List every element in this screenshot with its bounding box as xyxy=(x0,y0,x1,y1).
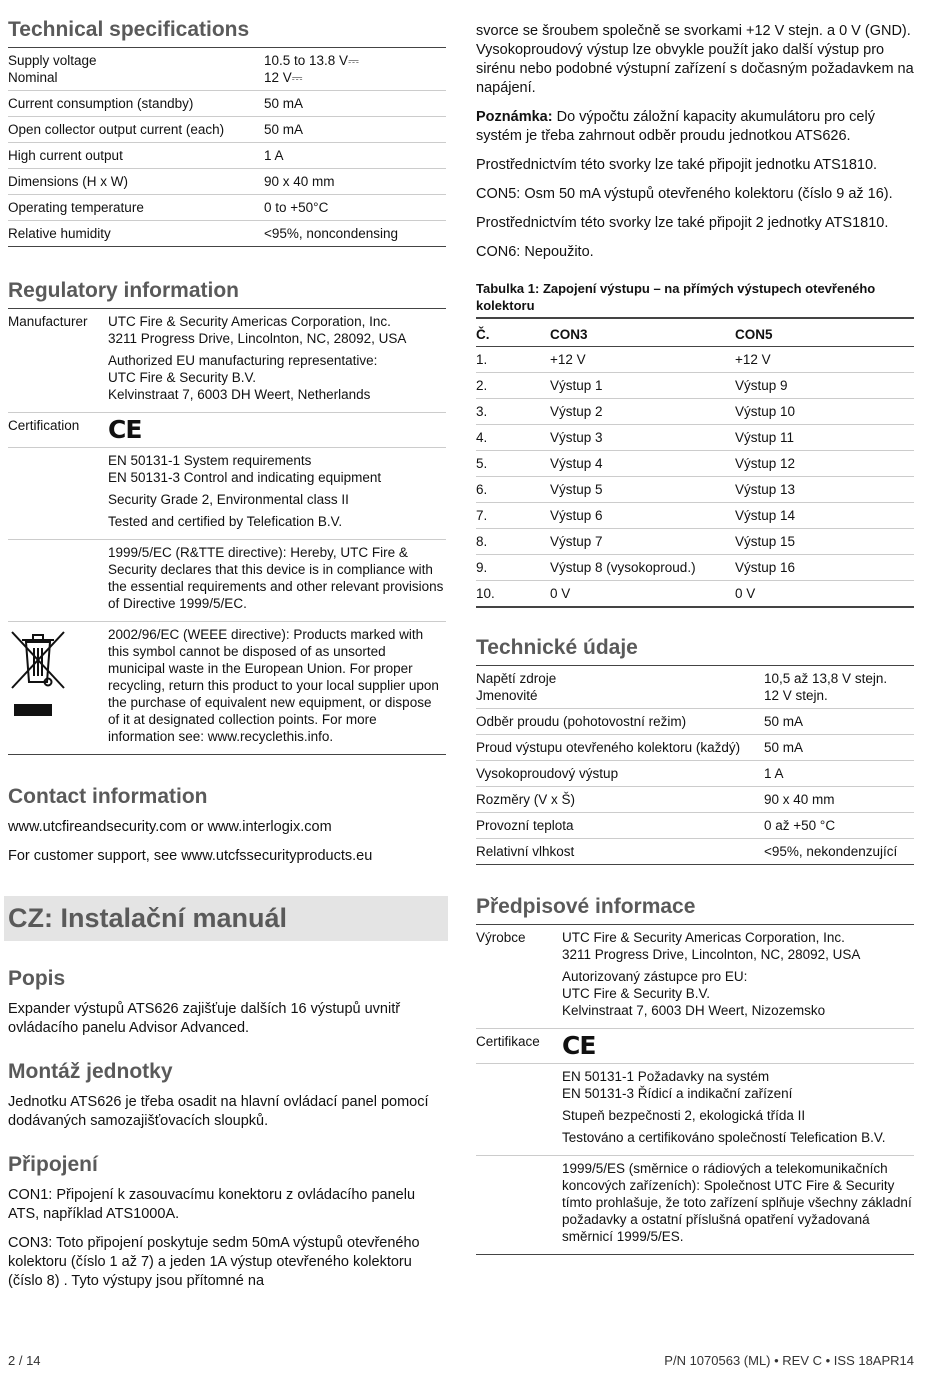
spec-value: 1 A xyxy=(264,143,446,169)
table-cell: Výstup 16 xyxy=(735,555,914,581)
table-row xyxy=(476,347,914,373)
table-row xyxy=(8,540,446,622)
table-row xyxy=(8,413,446,448)
rtte-text: 1999/5/EC (R&TTE directive): Hereby, UTC Fire & Security declares that this device is in compliance with the essential requirements and other relevant provisions of Directive 1999/5/EC. xyxy=(108,545,444,611)
standard-line: EN 50131-1 System requirements xyxy=(108,453,312,468)
standard-line: EN 50131-3 Řídicí a indikační zařízení xyxy=(562,1086,793,1101)
eu-rep-line: Kelvinstraat 7, 6003 DH Weert, Nizozemsko xyxy=(562,1003,826,1018)
regulatory-title: Regulatory information xyxy=(8,279,446,309)
page-number: 2 / 14 xyxy=(8,1353,41,1368)
table-cell: 4. xyxy=(476,425,550,451)
table-cell: Výstup 7 xyxy=(550,529,735,555)
spec-value: 12 V stejn. xyxy=(764,688,828,703)
table-row xyxy=(8,48,446,91)
table-row xyxy=(476,451,914,477)
table-cell: Výstup 6 xyxy=(550,503,735,529)
table-cell: Výstup 13 xyxy=(735,477,914,503)
table-row xyxy=(476,425,914,451)
security-grade: Security Grade 2, Environmental class II xyxy=(108,492,349,507)
spec-value: 50 mA xyxy=(764,709,914,735)
table-row xyxy=(476,555,914,581)
manufacturer-label: Výrobce xyxy=(476,925,562,1029)
certification-label: Certification xyxy=(8,413,108,448)
contact-support: For customer support, see www.utcfssecurityproducts.eu xyxy=(8,848,373,864)
table-cell: +12 V xyxy=(550,347,735,373)
spec-value: <95%, nekondenzující xyxy=(764,844,898,859)
table-row xyxy=(476,813,914,839)
table-cell: +12 V xyxy=(735,347,914,373)
table-cell: 9. xyxy=(476,555,550,581)
spec-value: 10,5 až 13,8 V stejn. xyxy=(764,671,888,686)
cz-regulatory-title: Předpisové informace xyxy=(476,895,914,925)
table-row xyxy=(8,309,446,413)
standard-line: EN 50131-1 Požadavky na systém xyxy=(562,1069,770,1084)
contact-title: Contact information xyxy=(8,785,208,808)
part-number: P/N 1070563 (ML) • REV C • ISS 18APR14 xyxy=(664,1353,914,1368)
spec-value: <95%, noncondensing xyxy=(264,226,398,241)
column-header: CON5 xyxy=(735,323,914,347)
column-header: Č. xyxy=(476,323,550,347)
montaz-text: Jednotku ATS626 je třeba osadit na hlavní ovládací panel pomocí dodávaných samozajišťovacích sloupků. xyxy=(8,1094,429,1129)
table-cell: Výstup 5 xyxy=(550,477,735,503)
table-cell: Výstup 10 xyxy=(735,399,914,425)
weee-bin-icon xyxy=(8,626,68,718)
table-cell: 8. xyxy=(476,529,550,555)
manufacturer-label: Manufacturer xyxy=(8,309,108,413)
table-row xyxy=(8,169,446,195)
spec-label: High current output xyxy=(8,143,264,169)
cz-manual-banner: CZ: Instalační manuál xyxy=(4,896,448,941)
column-header: CON3 xyxy=(550,323,735,347)
table-row xyxy=(476,1156,914,1255)
table-cell: Výstup 1 xyxy=(550,373,735,399)
manufacturer-line: UTC Fire & Security Americas Corporation, Inc. xyxy=(108,314,391,329)
table-header-row xyxy=(476,323,914,347)
table-row xyxy=(476,1064,914,1156)
table-row xyxy=(476,1029,914,1064)
eu-rep-line: Kelvinstraat 7, 6003 DH Weert, Netherlands xyxy=(108,387,371,402)
eu-rep-line: UTC Fire & Security B.V. xyxy=(562,986,711,1001)
output-table xyxy=(476,323,914,608)
cz-regulatory-table xyxy=(476,925,914,1255)
spec-label: Provozní teplota xyxy=(476,813,764,839)
paragraph: Prostřednictvím této svorky lze také připojit 2 jednotky ATS1810. xyxy=(476,215,889,231)
table-cell: Výstup 12 xyxy=(735,451,914,477)
montaz-title: Montáž jednotky xyxy=(8,1060,173,1083)
cz-specs-title: Technické údaje xyxy=(476,636,914,666)
spec-value: 90 x 40 mm xyxy=(764,787,914,813)
spec-label: Supply voltage xyxy=(8,53,97,68)
spec-value: 50 mA xyxy=(264,91,446,117)
certification-label: Certifikace xyxy=(476,1029,562,1064)
regulatory-table xyxy=(8,309,446,755)
ce-mark-icon: CE xyxy=(562,1031,596,1060)
tech-specs-title: Technical specifications xyxy=(8,18,446,48)
spec-label: Proud výstupu otevřeného kolektoru (každý) xyxy=(476,735,764,761)
spec-label: Operating temperature xyxy=(8,195,264,221)
note-paragraph xyxy=(476,108,914,146)
ce-mark-icon: CE xyxy=(108,415,142,444)
con1-text: CON1: Připojení k zasouvacímu konektoru z ovládacího panelu ATS, například ATS1000A. xyxy=(8,1187,416,1222)
table-row xyxy=(476,529,914,555)
table-row xyxy=(8,143,446,169)
table-cell: 10. xyxy=(476,586,495,601)
pripojeni-title: Připojení xyxy=(8,1153,98,1176)
table-row xyxy=(476,581,914,608)
note-label: Poznámka: xyxy=(476,109,553,125)
table-cell: Výstup 8 (vysokoproud.) xyxy=(550,555,735,581)
paragraph: Vysokoproudový výstup lze obvykle použít jako další výstup pro sirénu nebo podobné výstupní zařízení s dočasným požadavkem na napájení. xyxy=(476,42,914,96)
spec-label: Open collector output current (each) xyxy=(8,117,264,143)
spec-label: Nominal xyxy=(8,70,58,85)
spec-value: 1 A xyxy=(764,761,914,787)
cz-specs-table xyxy=(476,666,914,865)
table-row xyxy=(476,839,914,865)
table-row xyxy=(8,448,446,540)
table-cell: 6. xyxy=(476,477,550,503)
left-column xyxy=(8,18,446,1301)
table-cell: Výstup 2 xyxy=(550,399,735,425)
table-cell: 1. xyxy=(476,347,550,373)
table-cell: Výstup 4 xyxy=(550,451,735,477)
manufacturer-line: UTC Fire & Security Americas Corporation, Inc. xyxy=(562,930,845,945)
paragraph: svorce se šroubem společně se svorkami +12 V stejn. a 0 V (GND). xyxy=(476,23,911,39)
spec-value: 0 to +50°C xyxy=(264,195,446,221)
tested-line: Testováno a certifikováno společností Telefication B.V. xyxy=(562,1130,886,1145)
table-row xyxy=(476,735,914,761)
tested-line: Tested and certified by Telefication B.V. xyxy=(108,514,343,529)
paragraph: Prostřednictvím této svorky lze také připojit jednotku ATS1810. xyxy=(476,157,878,173)
spec-label: Current consumption (standby) xyxy=(8,91,264,117)
standard-line: EN 50131-3 Control and indicating equipment xyxy=(108,470,382,485)
spec-value: 10.5 to 13.8 V⎓ xyxy=(264,53,359,68)
manufacturer-line: 3211 Progress Drive, Lincolnton, NC, 28092, USA xyxy=(108,331,407,346)
spec-label: Odběr proudu (pohotovostní režim) xyxy=(476,709,764,735)
spec-label: Vysokoproudový výstup xyxy=(476,761,764,787)
table-cell: 3. xyxy=(476,399,550,425)
table-cell: Výstup 11 xyxy=(735,425,914,451)
spec-value: 50 mA xyxy=(764,735,914,761)
spec-label: Relativní vlhkost xyxy=(476,844,575,859)
table-cell: 2. xyxy=(476,373,550,399)
table1-caption: Tabulka 1: Zapojení výstupu – na přímých výstupech otevřeného kolektoru xyxy=(476,280,914,319)
table-row xyxy=(476,787,914,813)
table-row xyxy=(476,925,914,1029)
output-table-body xyxy=(476,347,914,608)
spec-label: Relative humidity xyxy=(8,226,111,241)
table-row xyxy=(8,91,446,117)
spec-value: 50 mA xyxy=(264,117,446,143)
table-cell: 0 V xyxy=(735,586,756,601)
eu-rep-line: Authorized EU manufacturing representative: xyxy=(108,353,378,368)
table-row xyxy=(476,399,914,425)
popis-text: Expander výstupů ATS626 zajišťuje dalších 16 výstupů uvnitř ovládacího panelu Advisor Advanced. xyxy=(8,1001,401,1036)
table-row xyxy=(476,503,914,529)
contact-websites: www.utcfireandsecurity.com or www.interlogix.com xyxy=(8,819,332,835)
table-row xyxy=(8,622,446,755)
weee-text: 2002/96/EC (WEEE directive): Products marked with this symbol cannot be disposed of as unsorted municipal waste in the European Union. For proper recycling, return this product to your local supplier upon the purchase of equivalent new equipment, or dispose of it at designated collection points. For more information see: www.recyclethis.info. xyxy=(108,627,439,744)
table-cell: Výstup 9 xyxy=(735,373,914,399)
tech-specs-table xyxy=(8,48,446,247)
spec-value: 12 V⎓ xyxy=(264,70,303,85)
rtte-text: 1999/5/ES (směrnice o rádiových a telekomunikačních koncových zařízeních): Společnost UTC Fire & Security tímto prohlašuje, že toto zařízení splňuje všechny základní požadavky a ostatní příslušná opatření vyžadovaná směrnicí 1999/5/ES. xyxy=(562,1161,912,1244)
table-cell: Výstup 14 xyxy=(735,503,914,529)
security-grade: Stupeň bezpečnosti 2, ekologická třída II xyxy=(562,1108,806,1123)
spec-label: Napětí zdroje xyxy=(476,671,557,686)
table-row xyxy=(476,477,914,503)
table-cell: 7. xyxy=(476,503,550,529)
eu-rep-line: Autorizovaný zástupce pro EU: xyxy=(562,969,748,984)
spec-label: Rozměry (V x Š) xyxy=(476,787,764,813)
eu-rep-line: UTC Fire & Security B.V. xyxy=(108,370,257,385)
manufacturer-line: 3211 Progress Drive, Lincolnton, NC, 28092, USA xyxy=(562,947,861,962)
table-cell: 0 V xyxy=(550,586,571,601)
table-row xyxy=(476,709,914,735)
paragraph: CON5: Osm 50 mA výstupů otevřeného kolektoru (číslo 9 až 16). xyxy=(476,186,893,202)
table-cell: Výstup 15 xyxy=(735,529,914,555)
paragraph: CON6: Nepoužito. xyxy=(476,244,594,260)
table-cell: Výstup 3 xyxy=(550,425,735,451)
table-row xyxy=(8,195,446,221)
spec-value: 90 x 40 mm xyxy=(264,169,446,195)
con3-text: CON3: Toto připojení poskytuje sedm 50mA výstupů otevřeného kolektoru (číslo 1 až 7) a jeden 1A výstup otevřeného kolektoru (číslo 8) . Tyto výstupy jsou přítomné na xyxy=(8,1235,420,1289)
note-text: Do výpočtu záložní kapacity akumulátoru pro celý systém je třeba zahrnout odběr proudu jednotkou ATS626. xyxy=(476,109,875,144)
table-row xyxy=(8,221,446,247)
table-row xyxy=(476,373,914,399)
popis-title: Popis xyxy=(8,967,66,990)
table-cell: 5. xyxy=(476,451,550,477)
table-row xyxy=(476,666,914,709)
right-column xyxy=(476,22,914,1255)
spec-label: Jmenovité xyxy=(476,688,538,703)
table-row xyxy=(8,117,446,143)
spec-value: 0 až +50 °C xyxy=(764,813,914,839)
table-row xyxy=(476,761,914,787)
spec-label: Dimensions (H x W) xyxy=(8,169,264,195)
